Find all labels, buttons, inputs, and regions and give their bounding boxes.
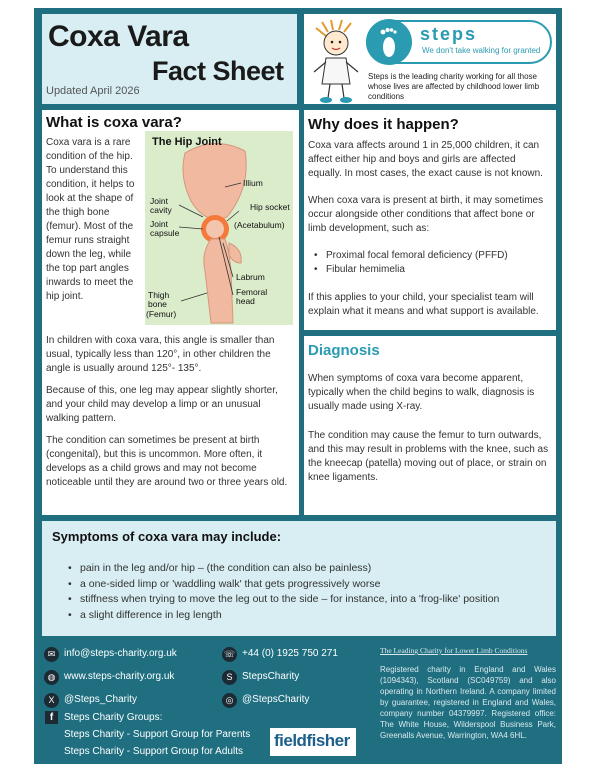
sponsor-logo-text: fieldfisher	[274, 731, 350, 750]
diagnosis-heading: Diagnosis	[308, 342, 380, 359]
why-para-incidence: Coxa vara affects around 1 in 25,000 children, it can affect either hip and boys and girls are affected equally. In most cases, the exact cause is not known.	[308, 140, 543, 179]
illium-bone	[183, 143, 246, 219]
mascot-head	[324, 31, 348, 55]
email-icon: ✉	[44, 647, 59, 662]
label-hip-socket: Hip socket	[250, 202, 290, 212]
mascot-shoe-right	[340, 97, 352, 103]
list-item: • a slight difference in leg length	[66, 608, 552, 624]
what-heading: What is coxa vara?	[46, 114, 182, 131]
group-adults-link[interactable]: Steps Charity - Support Group for Adults	[64, 746, 243, 757]
phone-icon: ☏	[222, 647, 237, 662]
why-para-support: If this applies to your child, your specialist team will explain what it means and what support is available.	[308, 292, 539, 317]
skype-handle[interactable]: StepsCharity	[242, 671, 300, 682]
label-joint-capsule: Joint capsule	[150, 219, 180, 238]
diagnosis-para-xray: When symptoms of coxa vara become apparent, typically when the child begins to walk, diagnosis is usually made using X-ray.	[308, 373, 535, 412]
x-twitter-icon: X	[44, 693, 59, 708]
mascot-eye-right	[339, 41, 342, 44]
diagram-title: The Hip Joint	[152, 136, 222, 148]
phone-number[interactable]: +44 (0) 1925 750 271	[242, 648, 338, 659]
label-femoral-head: Femoral head	[236, 287, 268, 306]
what-para-angle: In children with coxa vara, this angle is smaller than usual, typically less than 120°, in other children the angle is usually around 125°- 135°.	[46, 335, 275, 374]
label-acetabulum: (Acetabulum)	[234, 220, 285, 230]
femoral-head-shape	[206, 220, 224, 238]
mascot-shoe-left	[320, 97, 332, 103]
why-para-associated: When coxa vara is present at birth, it may sometimes occur alongside other conditions that affect bone or limb development, such as:	[308, 195, 544, 234]
list-item: • Fibular hemimelia	[312, 263, 552, 277]
groups-label: Steps Charity Groups:	[64, 712, 163, 723]
skype-icon: S	[222, 670, 237, 685]
updated-date: Updated April 2026	[46, 85, 140, 97]
mascot-legs	[328, 84, 344, 98]
page-subtitle: Fact Sheet	[152, 56, 284, 86]
twitter-link[interactable]: @Steps_Charity	[64, 694, 137, 705]
steps-description: Steps is the leading charity working for all those whose lives are affected by childhood lower limb conditions	[368, 72, 540, 101]
why-conditions-list	[312, 249, 552, 277]
symptoms-list	[66, 561, 552, 623]
website-link[interactable]: www.steps-charity.org.uk	[64, 671, 175, 682]
what-intro: Coxa vara is a rare condition of the hip. To understand this condition, it helps to look at the shape of the thigh bone (femur). Most of the femur runs straight down the leg, while the top part angles inwards to meet the hip joint.	[46, 137, 135, 302]
diagnosis-para-knee: The condition may cause the femur to turn outwards, and this may result in problems with the knee, such as the kneecap (patella) moving out of place, or strain on knee ligaments.	[308, 430, 549, 483]
instagram-link[interactable]: @StepsCharity	[242, 694, 310, 705]
why-heading: Why does it happen?	[308, 116, 459, 133]
label-femur: (Femur)	[146, 309, 177, 319]
globe-icon: ◍	[44, 670, 59, 685]
list-item: • pain in the leg and/or hip – (the condition can also be painless)	[66, 561, 552, 577]
list-item: • Proximal focal femoral deficiency (PFFD)	[312, 249, 552, 263]
charity-tagline: The Leading Charity for Lower Limb Conditions	[380, 646, 528, 655]
steps-logo-text: steps	[420, 24, 478, 44]
instagram-icon: ◎	[222, 693, 237, 708]
what-para-congenital: The condition can sometimes be present at birth (congenital), but this is uncommon. More often, it develops as a child grows and may not become noticeable until they are around two or three years old.	[46, 435, 288, 488]
mascot-illustration	[306, 18, 368, 104]
group-parents-link[interactable]: Steps Charity - Support Group for Parents	[64, 729, 251, 740]
trochanter-shape	[229, 243, 241, 263]
email-link[interactable]: info@steps-charity.org.uk	[64, 648, 177, 659]
registration-details: Registered charity in England and Wales (1094343), Scotland (SC049759) and also operating in Northern Ireland. A company limited by guarantee, registered in England and Wales, company number 04379997. Registered office: The White House, Wilderspool Business Park, Greenalls Avenue, Warrington, WA4 6HL.	[380, 665, 556, 740]
mascot-eye-left	[331, 41, 334, 44]
list-item: • stiffness when trying to move the leg out to the side – for instance, into a 'frog-like' position	[66, 592, 552, 608]
facebook-icon: f	[45, 711, 58, 724]
footprint-icon	[366, 19, 412, 65]
label-joint-cavity: Joint cavity	[150, 196, 172, 215]
what-para-limp: Because of this, one leg may appear slightly shorter, and your child may develop a limp or an unusual walking pattern.	[46, 385, 278, 424]
symptoms-heading: Symptoms of coxa vara may include:	[52, 529, 282, 544]
label-labrum: Labrum	[236, 272, 265, 282]
steps-tagline: We don't take walking for granted	[422, 46, 541, 55]
mascot-body	[322, 58, 350, 84]
diagnosis-section	[304, 336, 556, 515]
label-illium: Illium	[243, 178, 263, 188]
label-thigh-bone: Thigh bone	[148, 290, 170, 309]
steps-logo-circle	[366, 19, 412, 65]
page-title: Coxa Vara	[48, 20, 189, 53]
list-item: • a one-sided limp or 'waddling walk' that gets progressively worse	[66, 577, 552, 593]
